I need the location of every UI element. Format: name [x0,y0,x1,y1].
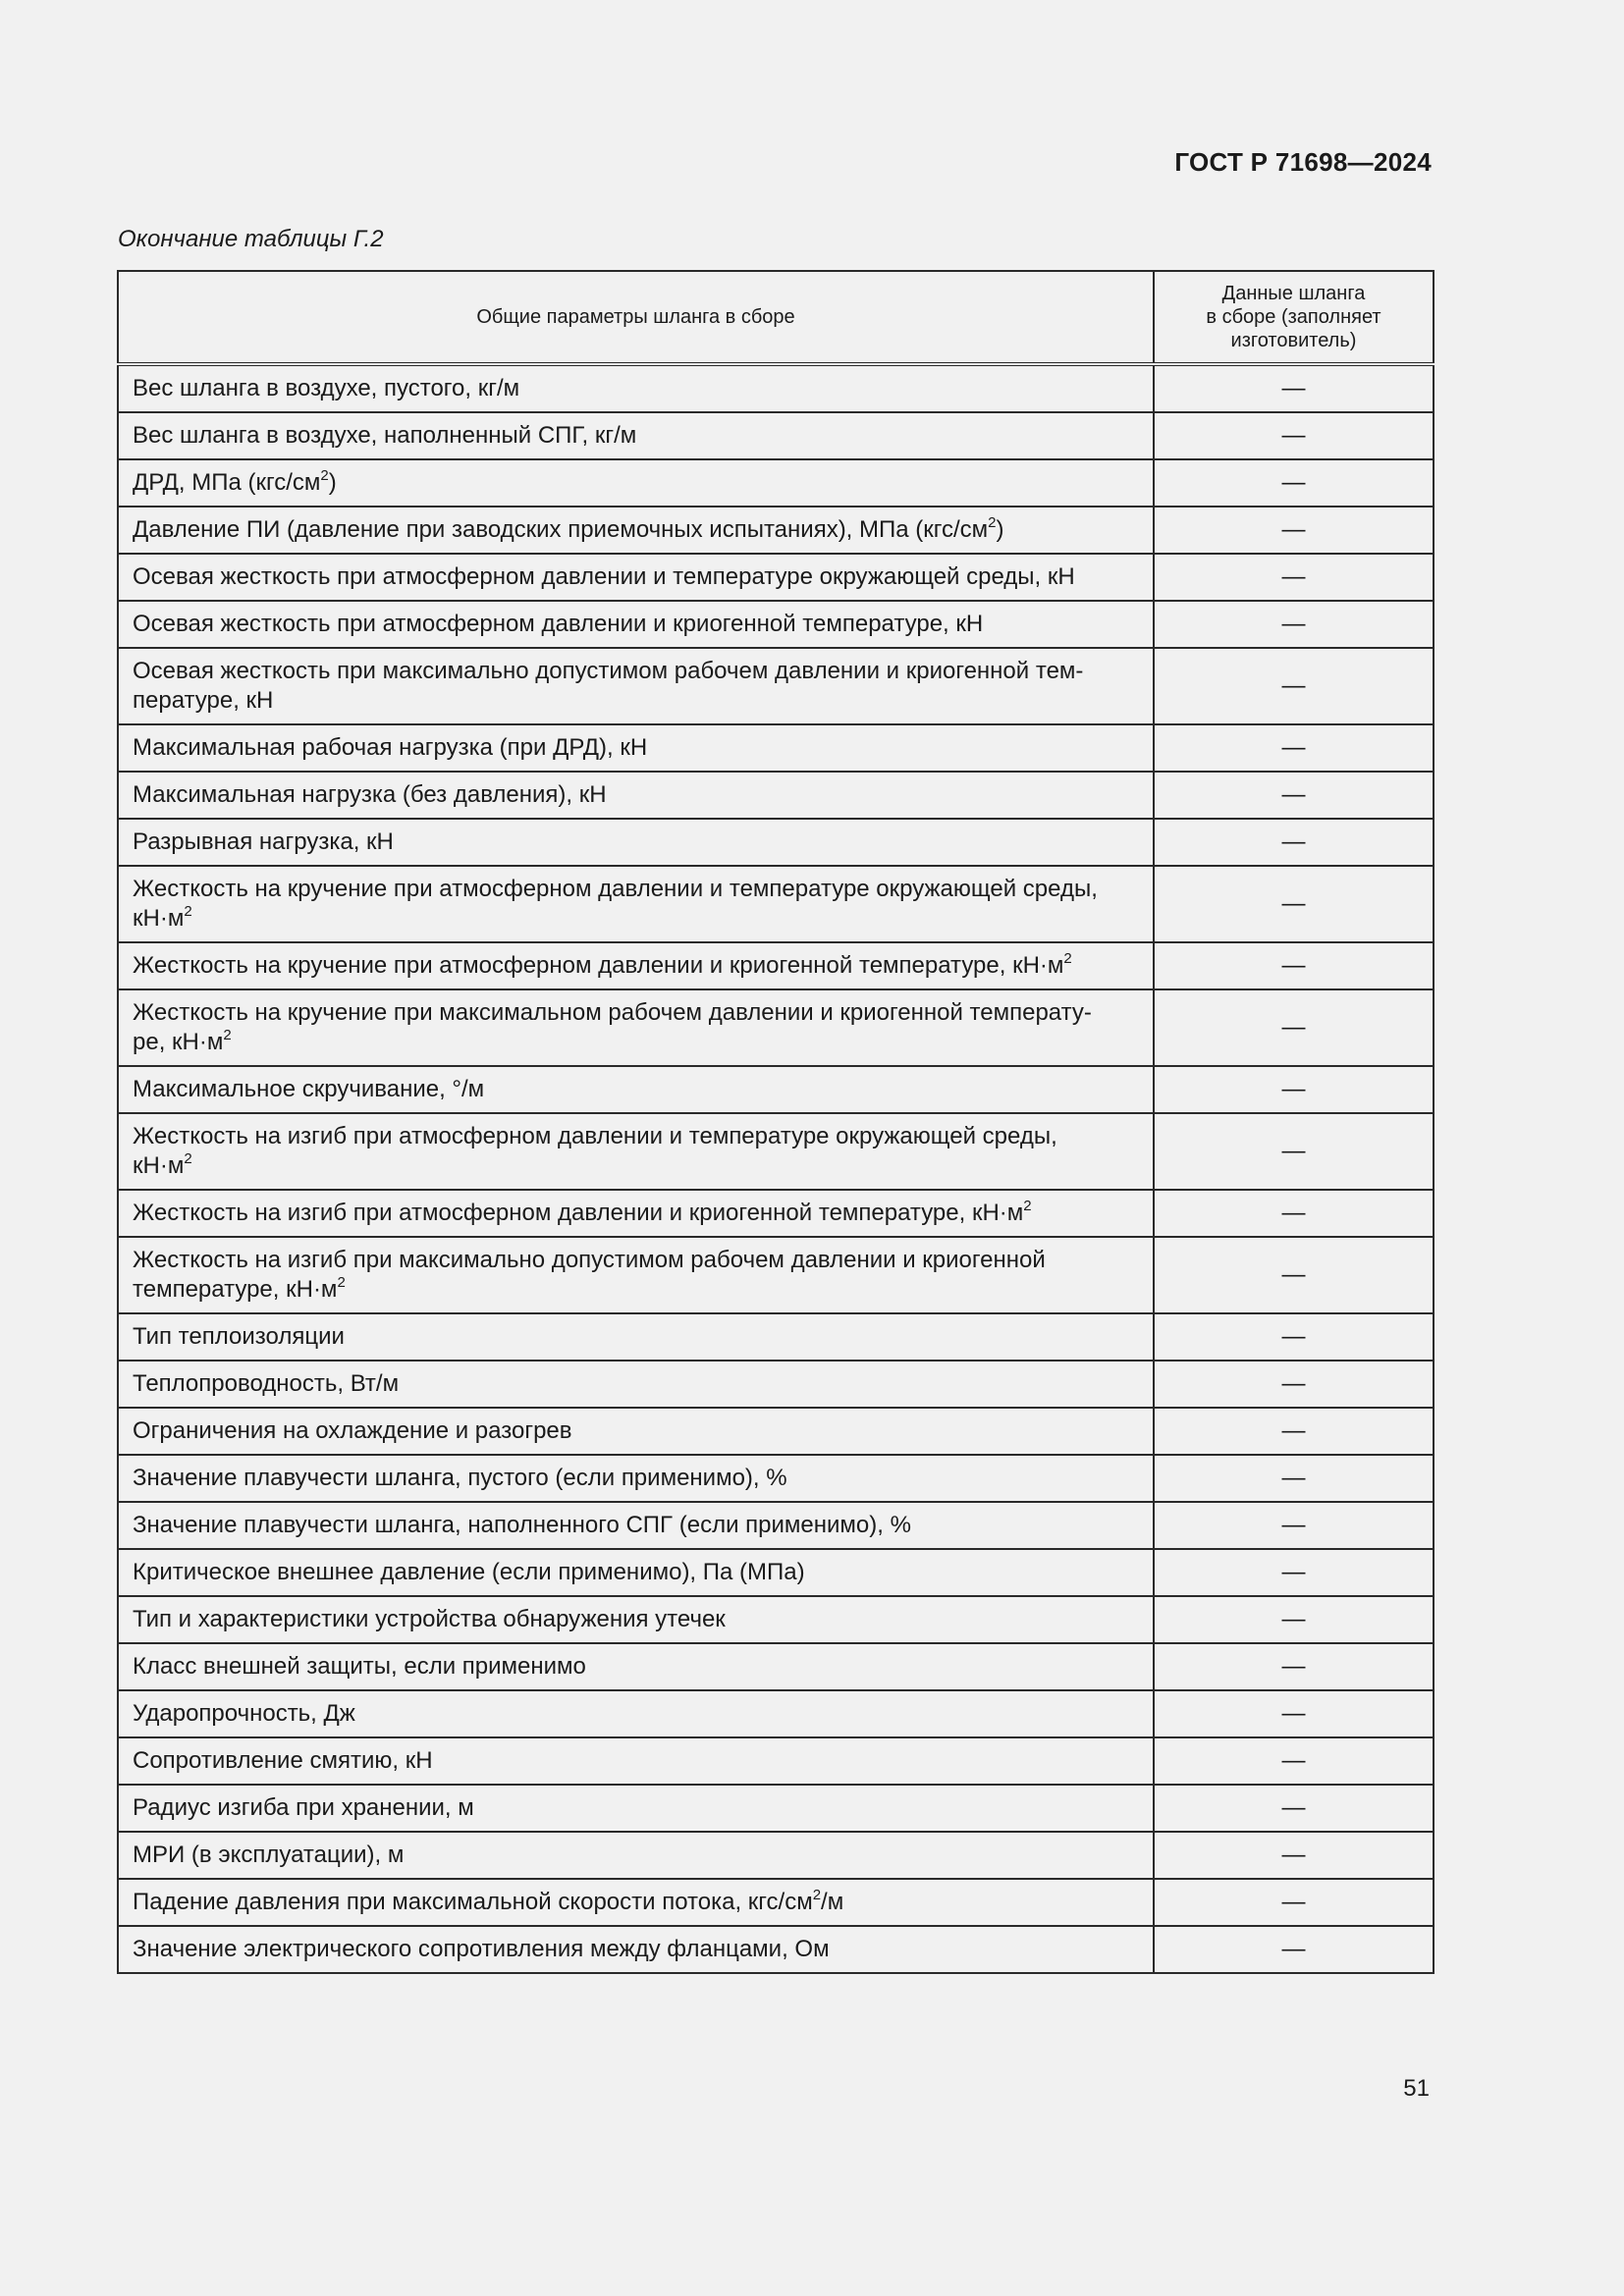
parameter-text: Ограничения на охлаждение и разогрев [133,1417,572,1444]
parameter-name-cell [118,1502,1154,1549]
parameter-text: Разрывная нагрузка, кН [133,828,394,855]
parameter-name-cell [118,1926,1154,1973]
superscript: 2 [223,1027,232,1043]
superscript: 2 [184,903,192,920]
manufacturer-value-cell: — [1154,1313,1434,1361]
table-row [118,1785,1434,1832]
table-row [118,1313,1434,1361]
manufacturer-value-cell: — [1154,1690,1434,1737]
parameter-text: Осевая жесткость при атмосферном давлении и криогенной температуре, кН [133,611,984,637]
parameter-name-cell [118,1237,1154,1313]
parameter-text: Максимальное скручивание, °/м [133,1076,485,1102]
parameter-text: ) [996,516,1004,543]
table-row [118,412,1434,459]
table-row [118,1596,1434,1643]
parameter-name-cell [118,1408,1154,1455]
parameters-table [117,270,1435,1974]
column-header-parameters: Общие параметры шланга в сборе [118,271,1154,364]
manufacturer-value-cell: — [1154,1926,1434,1973]
table-row [118,724,1434,772]
table-row [118,364,1434,412]
parameter-name-cell [118,648,1154,724]
parameter-text: кН·м [133,1152,185,1179]
parameter-text: Критическое внешнее давление (если применимо), Па (МПа) [133,1559,805,1585]
table-row [118,1879,1434,1926]
table-body [118,364,1434,1973]
parameter-text: Сопротивление смятию, кН [133,1747,433,1774]
parameter-text: Осевая жесткость при атмосферном давлении и температуре окружающей среды, кН [133,563,1075,590]
parameter-text: Вес шланга в воздухе, пустого, кг/м [133,375,520,401]
parameter-text: /м [821,1889,844,1915]
manufacturer-value-cell: — [1154,942,1434,989]
parameter-text: Жесткость на изгиб при атмосферном давлении и криогенной температуре, кН·м [133,1200,1024,1226]
manufacturer-value-cell: — [1154,459,1434,507]
parameter-name-cell [118,412,1154,459]
superscript: 2 [337,1274,346,1291]
parameter-text: пературе, кН [133,687,274,714]
parameter-text: МРИ (в эксплуатации), м [133,1842,405,1868]
manufacturer-value-cell: — [1154,819,1434,866]
parameter-name-cell [118,459,1154,507]
manufacturer-value-cell: — [1154,1737,1434,1785]
parameter-text: кН·м [133,905,185,932]
parameter-text: ДРД, МПа (кгс/см [133,469,321,496]
manufacturer-value-cell: — [1154,1785,1434,1832]
parameter-name-cell [118,1832,1154,1879]
manufacturer-value-cell: — [1154,1066,1434,1113]
table-row [118,1066,1434,1113]
parameter-text: Значение электрического сопротивления между фланцами, Ом [133,1936,830,1962]
manufacturer-value-cell: — [1154,554,1434,601]
manufacturer-value-cell: — [1154,866,1434,942]
parameter-text: Ударопрочность, Дж [133,1700,355,1727]
superscript: 2 [1023,1198,1032,1214]
table-row [118,1690,1434,1737]
table-row [118,1237,1434,1313]
parameter-name-cell [118,507,1154,554]
manufacturer-value-cell: — [1154,601,1434,648]
parameter-name-cell [118,1066,1154,1113]
manufacturer-value-cell: — [1154,772,1434,819]
parameter-text: Жесткость на кручение при атмосферном давлении и температуре окружающей среды, [133,876,1098,902]
table-row [118,1926,1434,1973]
parameter-name-cell [118,1549,1154,1596]
header-line: в сборе (заполняет [1206,306,1381,328]
parameter-name-cell [118,364,1154,412]
superscript: 2 [812,1887,822,1903]
parameter-text: Максимальная нагрузка (без давления), кН [133,781,607,808]
column-header-manufacturer-data [1154,271,1434,364]
table-row [118,1455,1434,1502]
parameter-name-cell [118,1455,1154,1502]
parameter-text: ре, кН·м [133,1029,224,1055]
table-row [118,507,1434,554]
superscript: 2 [988,514,997,531]
table-header-row [118,271,1434,364]
parameter-name-cell [118,1596,1154,1643]
parameter-name-cell [118,554,1154,601]
manufacturer-value-cell: — [1154,1549,1434,1596]
manufacturer-value-cell: — [1154,1190,1434,1237]
parameter-text: Жесткость на кручение при максимальном рабочем давлении и криогенной температу- [133,999,1092,1026]
table-row [118,1502,1434,1549]
header-line: Данные шланга [1221,283,1366,304]
manufacturer-value-cell: — [1154,989,1434,1066]
document-code: ГОСТ Р 71698—2024 [1174,147,1432,177]
table-caption: Окончание таблицы Г.2 [118,226,384,252]
table-row [118,1113,1434,1190]
manufacturer-value-cell: — [1154,412,1434,459]
manufacturer-value-cell: — [1154,1455,1434,1502]
parameter-name-cell [118,1879,1154,1926]
parameter-name-cell [118,1361,1154,1408]
parameter-text: Жесткость на изгиб при атмосферном давлении и температуре окружающей среды, [133,1123,1057,1149]
parameter-text: Тип и характеристики устройства обнаружения утечек [133,1606,726,1632]
parameter-name-cell [118,1313,1154,1361]
parameter-text: Максимальная рабочая нагрузка (при ДРД), кН [133,734,648,761]
table-row [118,989,1434,1066]
parameter-name-cell [118,1643,1154,1690]
table-row [118,459,1434,507]
table-row [118,1832,1434,1879]
table-row [118,1737,1434,1785]
parameter-name-cell [118,989,1154,1066]
parameter-text: Класс внешней защиты, если применимо [133,1653,586,1680]
parameter-text: Падение давления при максимальной скорости потока, кгс/см [133,1889,813,1915]
manufacturer-value-cell: — [1154,364,1434,412]
parameter-name-cell [118,1785,1154,1832]
parameter-text: Осевая жесткость при максимально допустимом рабочем давлении и криогенной тем- [133,658,1084,684]
table-row [118,1361,1434,1408]
parameter-text: Значение плавучести шланга, наполненного СПГ (если применимо), % [133,1512,911,1538]
manufacturer-value-cell: — [1154,507,1434,554]
manufacturer-value-cell: — [1154,1879,1434,1926]
parameter-name-cell [118,724,1154,772]
manufacturer-value-cell: — [1154,724,1434,772]
parameter-name-cell [118,819,1154,866]
table-row [118,601,1434,648]
manufacturer-value-cell: — [1154,1237,1434,1313]
table-row [118,942,1434,989]
manufacturer-value-cell: — [1154,1502,1434,1549]
manufacturer-value-cell: — [1154,1832,1434,1879]
parameter-name-cell [118,1113,1154,1190]
manufacturer-value-cell: — [1154,1361,1434,1408]
parameter-text: Радиус изгиба при хранении, м [133,1794,474,1821]
parameter-text: Значение плавучести шланга, пустого (если применимо), % [133,1465,787,1491]
parameter-name-cell [118,772,1154,819]
header-line: изготовитель) [1230,330,1357,351]
manufacturer-value-cell: — [1154,648,1434,724]
superscript: 2 [320,467,329,484]
table-row [118,554,1434,601]
table-row [118,819,1434,866]
table-row [118,1549,1434,1596]
parameter-name-cell [118,1737,1154,1785]
manufacturer-value-cell: — [1154,1408,1434,1455]
parameter-name-cell [118,942,1154,989]
manufacturer-value-cell: — [1154,1643,1434,1690]
manufacturer-value-cell: — [1154,1113,1434,1190]
table-row [118,1643,1434,1690]
parameter-text: Давление ПИ (давление при заводских приемочных испытаниях), МПа (кгс/см [133,516,989,543]
parameter-name-cell [118,866,1154,942]
parameter-text: ) [328,469,337,496]
parameter-name-cell [118,1690,1154,1737]
parameter-text: Вес шланга в воздухе, наполненный СПГ, кг/м [133,422,637,449]
page-number: 51 [1403,2075,1430,2102]
parameter-name-cell [118,1190,1154,1237]
parameter-name-cell [118,601,1154,648]
table-row [118,1408,1434,1455]
parameter-text: Теплопроводность, Вт/м [133,1370,400,1397]
parameter-text: Жесткость на изгиб при максимально допустимом рабочем давлении и криогенной [133,1247,1046,1273]
parameter-text: Тип теплоизоляции [133,1323,345,1350]
table-row [118,1190,1434,1237]
manufacturer-value-cell: — [1154,1596,1434,1643]
table-row [118,648,1434,724]
superscript: 2 [1063,950,1072,967]
parameter-text: температуре, кН·м [133,1276,338,1303]
parameter-text: Жесткость на кручение при атмосферном давлении и криогенной температуре, кН·м [133,952,1064,979]
superscript: 2 [184,1150,192,1167]
table-row [118,772,1434,819]
table-row [118,866,1434,942]
